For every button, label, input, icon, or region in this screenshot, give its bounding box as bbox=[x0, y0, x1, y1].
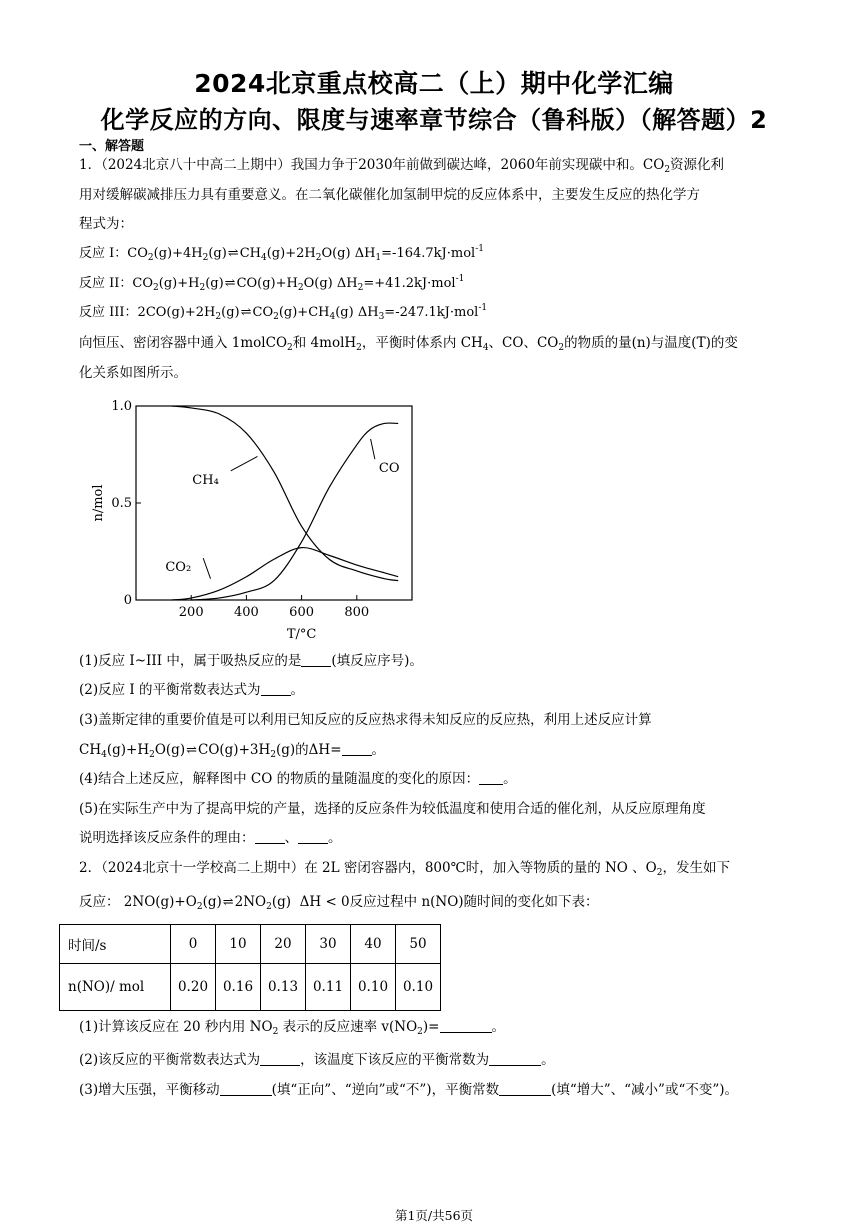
table-row bbox=[60, 925, 441, 964]
q1-reaction-2: 反应 II：$CO_2(g)+H_2(g)\rightleftharpoons CO(g)+H_2O(g)$ $\Delta H_2=+41.2kJ\cdot mol^{-1}$ bbox=[79, 274, 465, 293]
table-row-label: n(NO)/ mol bbox=[60, 964, 171, 1011]
q1-condition-line-2: 化关系如图所示。 bbox=[79, 365, 187, 381]
series-leader-co bbox=[371, 439, 375, 459]
q2-sub2: (2)该反应的平衡常数表达式为 ，该温度下该反应的平衡常数为 。 bbox=[79, 1052, 555, 1068]
y-tick-label: 0 bbox=[123, 593, 132, 608]
x-tick-label: 800 bbox=[344, 605, 370, 620]
equilibrium-chart bbox=[82, 390, 422, 640]
table-cell: 0.11 bbox=[306, 964, 351, 1011]
section-heading: 一、解答题 bbox=[79, 139, 145, 154]
q2-intro-line-2: 反应： $2NO(g)+O_2(g)\rightleftharpoons 2NO_2(g) \Delta H < 0$反应过程中 n(NO)随时间的变化如下表： bbox=[79, 894, 599, 912]
q2-sub3: (3)增大压强，平衡移动 (填“正向”、“逆向”或“不”)，平衡常数 (填“增大”、“减小”或“不变”)。 bbox=[79, 1082, 739, 1098]
series-label-co: CO bbox=[378, 461, 400, 477]
x-tick-label: 400 bbox=[233, 605, 259, 620]
q1-sub4: (4)结合上述反应，解释图中 CO 的物质的量随温度的变化的原因： 。 bbox=[79, 771, 517, 787]
table-cell: 50 bbox=[396, 925, 441, 964]
q1-intro-line-2: 用对缓解碳减排压力具有重要意义。在二氧化碳催化加氢制甲烷的反应体系中，主要发生反应的热化学方 bbox=[79, 187, 700, 203]
table-cell: 40 bbox=[351, 925, 396, 964]
y-tick-label: 0.5 bbox=[111, 496, 132, 511]
table-cell: 30 bbox=[306, 925, 351, 964]
q1-condition-line-1: 向恒压、密闭容器中通入 1molCO$_2$和 4molH$_2$，平衡时体系内 $CH_4$、CO、$CO_2$的物质的量(n)与温度(T)的变 bbox=[79, 335, 738, 353]
table-cell: 0.10 bbox=[351, 964, 396, 1011]
page-footer: 第1页/共56页 bbox=[394, 1208, 474, 1223]
q1-sub2: (2)反应 I 的平衡常数表达式为 。 bbox=[79, 682, 305, 698]
table-header-label: 时间/s bbox=[60, 925, 171, 964]
series-line-co bbox=[191, 423, 398, 600]
table-cell: 0 bbox=[171, 925, 216, 964]
document-title: 2024北京重点校高二（上）期中化学汇编 bbox=[194, 69, 674, 98]
x-tick-label: 600 bbox=[289, 605, 315, 620]
series-label-co2: CO₂ bbox=[165, 560, 192, 576]
q2-intro-line-1: 2．（2024北京十一学校高二上期中）在 2L 密闭容器内，800℃时，加入等物质的量的 NO 、$O_2$，发生如下 bbox=[79, 860, 730, 878]
y-axis-label: n/mol bbox=[91, 484, 106, 522]
table-cell: 0.20 bbox=[171, 964, 216, 1011]
x-tick-label: 200 bbox=[178, 605, 204, 620]
table-cell: 0.13 bbox=[261, 964, 306, 1011]
table-cell: 20 bbox=[261, 925, 306, 964]
table-cell: 0.16 bbox=[216, 964, 261, 1011]
series-leader-ch4 bbox=[231, 456, 258, 470]
table-row bbox=[60, 964, 441, 1011]
series-line-ch4 bbox=[172, 406, 398, 581]
q1-intro-line-3: 程式为： bbox=[79, 216, 133, 232]
q1-sub5: (5)在实际生产中为了提高甲烷的产量，选择的反应条件为较低温度和使用合适的催化剂，从反应原理角度 bbox=[79, 801, 706, 817]
q1-sub5-line-2: 说明选择该反应条件的理由： 、 。 bbox=[79, 830, 342, 846]
x-axis-label: T/°C bbox=[286, 627, 317, 640]
q2-sub1: (1)计算该反应在 20 秒内用 $NO_2$ 表示的反应速率 $v(NO_2)=$ 。 bbox=[79, 1019, 505, 1037]
table-cell: 0.10 bbox=[396, 964, 441, 1011]
q1-sub3: (3)盖斯定律的重要价值是可以利用已知反应的反应热求得未知反应的反应热，利用上述反应计算 bbox=[79, 712, 652, 728]
document-subtitle: 化学反应的方向、限度与速率章节综合（鲁科版）（解答题）2 bbox=[100, 106, 768, 134]
q1-intro-line-1: 1．（2024北京八十中高二上期中）我国力争于2030年前做到碳达峰，2060年前实现碳中和。$CO_2$资源化利 bbox=[79, 157, 725, 175]
q1-reaction-1: 反应 I：$CO_2(g)+4H_2(g)\rightleftharpoons CH_4(g)+2H_2O(g)$ $\Delta H_1=-164.7kJ\cdot mol^{-1}$ bbox=[79, 244, 484, 263]
q1-sub3-equation: $CH_4(g)+H_2O(g)\rightleftharpoons CO(g)+3H_2(g)$的ΔH= 。 bbox=[79, 742, 386, 760]
q1-reaction-3: 反应 III：$2CO(g)+2H_2(g)\rightleftharpoons CO_2(g)+CH_4(g)$ $\Delta H_3=-247.1kJ\cdot mol^{-1}$ bbox=[79, 303, 488, 322]
series-leader-co2 bbox=[203, 558, 210, 579]
series-label-ch4: CH₄ bbox=[192, 472, 219, 488]
no-amount-table bbox=[59, 924, 441, 1011]
table-cell: 10 bbox=[216, 925, 261, 964]
q1-sub1: (1)反应 I~III 中，属于吸热反应的是 (填反应序号)。 bbox=[79, 653, 423, 669]
y-tick-label: 1.0 bbox=[111, 399, 132, 414]
